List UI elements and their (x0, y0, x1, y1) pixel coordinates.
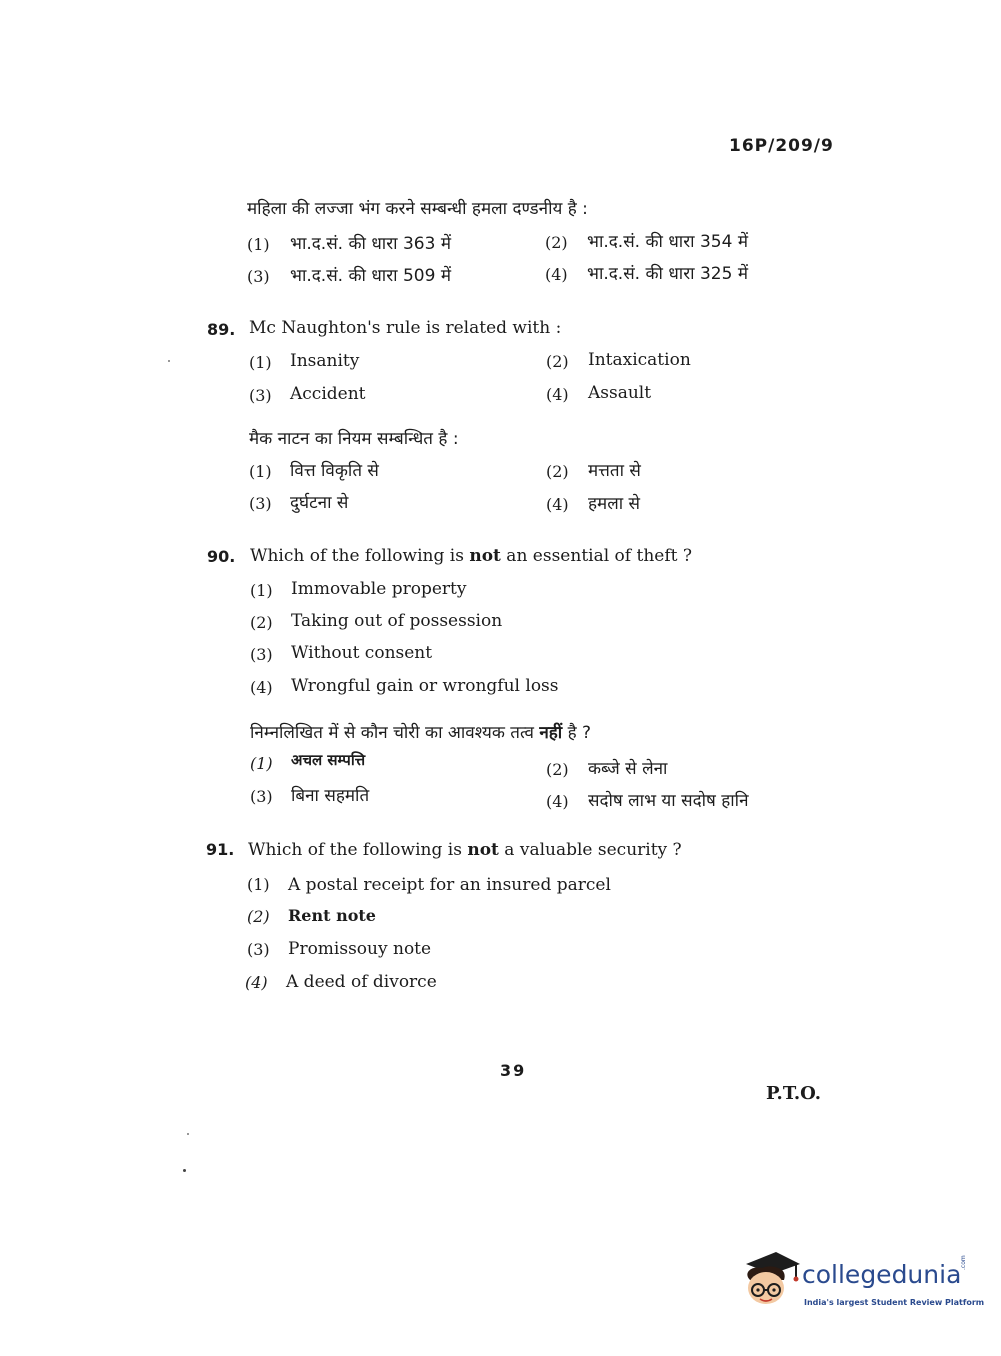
q90-opt1-num: (1) (250, 581, 273, 600)
q89-h-opt2-num: (2) (546, 462, 569, 481)
q90-opt2-num: (2) (250, 613, 273, 632)
q89-h-opt4-num: (4) (546, 495, 569, 514)
q89-opt3-text: Accident (290, 384, 366, 404)
q90-opt2-text: Taking out of possession (291, 611, 503, 631)
q89-number: 89. (207, 320, 236, 339)
q88-h-opt3-text: भा.द.सं. की धारा 509 में (290, 266, 451, 286)
scan-speck (168, 360, 170, 362)
q90-opt3-num: (3) (250, 645, 273, 664)
q90-hindi-stem-not: नहीं (539, 723, 563, 743)
q91-opt2-num: (2) (247, 907, 270, 926)
q91-opt4-text: A deed of divorce (286, 972, 437, 992)
q91-number: 91. (206, 840, 235, 859)
q90-number: 90. (207, 547, 236, 566)
q91-opt2-text: Rent note (288, 906, 376, 925)
collegedunia-logo[interactable] (742, 1250, 985, 1320)
q89-opt1-text: Insanity (290, 351, 360, 371)
paper-code: 16P/209/9 (729, 136, 834, 156)
q88-hindi-stem: महिला की लज्जा भंग करने सम्बन्धी हमला दण्डनीय है : (247, 199, 588, 219)
q90-opt4-num: (4) (250, 678, 273, 697)
q89-h-opt2-text: मत्तता से (588, 461, 641, 481)
q88-h-opt2-num: (2) (545, 233, 568, 252)
q88-h-opt4-num: (4) (545, 265, 568, 284)
q89-opt3-num: (3) (249, 386, 272, 405)
q89-opt1-num: (1) (249, 353, 272, 372)
q89-opt4-text: Assault (588, 383, 652, 403)
q89-opt4-num: (4) (546, 385, 569, 404)
q91-opt3-text: Promissouy note (288, 939, 432, 959)
q88-h-opt4-text: भा.द.सं. की धारा 325 में (587, 264, 748, 284)
q91-stem-before: Which of the following is (248, 840, 468, 860)
q90-opt4-text: Wrongful gain or wrongful loss (291, 676, 559, 696)
q90-stem-not: not (469, 546, 501, 566)
q90-stem-after: an essential of theft ? (500, 546, 692, 566)
q89-h-opt4-text: हमला से (588, 494, 641, 514)
q88-h-opt3-num: (3) (247, 267, 270, 286)
q88-h-opt1-text: भा.द.सं. की धारा 363 में (290, 234, 451, 254)
q90-h-opt2-text: कब्जे से लेना (588, 759, 668, 779)
q90-stem (250, 546, 692, 566)
q91-stem-after: a valuable security ? (498, 840, 682, 860)
q91-opt1-num: (1) (247, 875, 270, 894)
logo-tagline: India's largest Student Review Platform (804, 1298, 985, 1307)
q90-h-opt3-text: बिना सहमति (291, 786, 370, 806)
q88-h-opt2-text: भा.द.सं. की धारा 354 में (587, 232, 748, 252)
q90-hindi-stem (250, 720, 591, 743)
page-number: 39 (500, 1061, 527, 1080)
q90-h-opt3-num: (3) (250, 787, 273, 806)
q90-opt1-text: Immovable property (291, 579, 467, 599)
q91-opt4-num: (4) (245, 973, 268, 992)
q89-h-opt3-text: दुर्घटना से (290, 493, 349, 513)
scan-speck (187, 1133, 189, 1135)
q90-h-opt2-num: (2) (546, 760, 569, 779)
q90-h-opt1-num: (1) (250, 754, 273, 773)
q91-opt3-num: (3) (247, 940, 270, 959)
logo-com: .com (960, 1255, 967, 1270)
q90-hindi-stem-before: निम्नलिखित में से कौन चोरी का आवश्यक तत्व (250, 723, 540, 743)
q91-stem (248, 840, 682, 860)
mascot-icon (742, 1250, 800, 1310)
q88-h-opt1-num: (1) (247, 235, 270, 254)
scan-speck (183, 1169, 186, 1172)
q90-h-opt1-text: अचल सम्पत्ति (291, 751, 366, 769)
q89-h-opt1-text: वित्त विकृति से (290, 461, 379, 481)
logo-wordmark: collegedunia (802, 1260, 962, 1289)
q89-hindi-stem: मैक नाटन का नियम सम्बन्धित है : (249, 429, 459, 449)
q91-opt1-text: A postal receipt for an insured parcel (288, 875, 611, 895)
pto-label: P.T.O. (766, 1083, 822, 1104)
q90-h-opt4-text: सदोष लाभ या सदोष हानि (588, 791, 749, 811)
q90-stem-before: Which of the following is (250, 546, 470, 566)
q89-h-opt3-num: (3) (249, 494, 272, 513)
q89-opt2-num: (2) (546, 352, 569, 371)
q89-h-opt1-num: (1) (249, 462, 272, 481)
q90-opt3-text: Without consent (291, 643, 433, 663)
q90-h-opt4-num: (4) (546, 792, 569, 811)
q91-stem-not: not (467, 840, 499, 860)
q89-opt2-text: Intaxication (588, 350, 691, 370)
q90-hindi-stem-after: है ? (562, 723, 592, 743)
q89-stem: Mc Naughton's rule is related with : (249, 318, 562, 338)
